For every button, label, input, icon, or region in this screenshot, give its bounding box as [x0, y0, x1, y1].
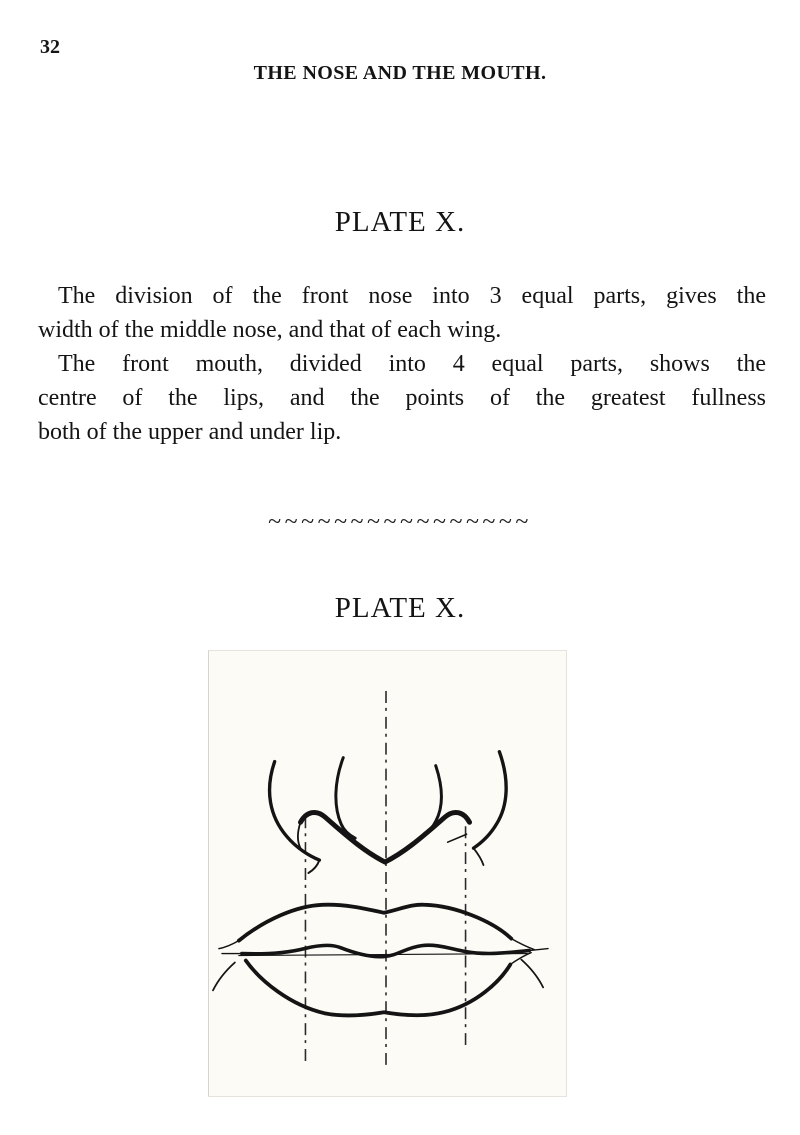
tilde-divider: ~~~~~~~~~~~~~~~~: [268, 509, 532, 535]
mouth-outline: [213, 905, 548, 1016]
nose-mouth-illustration: [209, 651, 566, 1096]
text-line: width of the middle nose, and that of each wing.: [38, 317, 502, 343]
paragraph-1: [38, 279, 766, 347]
plate-figure: [208, 650, 567, 1097]
text-line: centre of the lips, and the points of the greatest fullness: [38, 385, 766, 411]
plate-heading-bottom: PLATE X.: [334, 592, 466, 624]
text-line: both of the upper and under lip.: [38, 419, 342, 445]
nose-outline: [270, 752, 507, 873]
page-number: 32: [40, 36, 60, 58]
plate-heading-top: PLATE X.: [334, 206, 466, 238]
running-header: THE NOSE AND THE MOUTH.: [253, 62, 547, 84]
text-line: The division of the front nose into 3 equal parts, gives the: [58, 283, 766, 309]
body-text: [38, 279, 766, 449]
text-line: The front mouth, divided into 4 equal parts, shows the: [58, 351, 766, 377]
paragraph-2: [38, 347, 766, 449]
